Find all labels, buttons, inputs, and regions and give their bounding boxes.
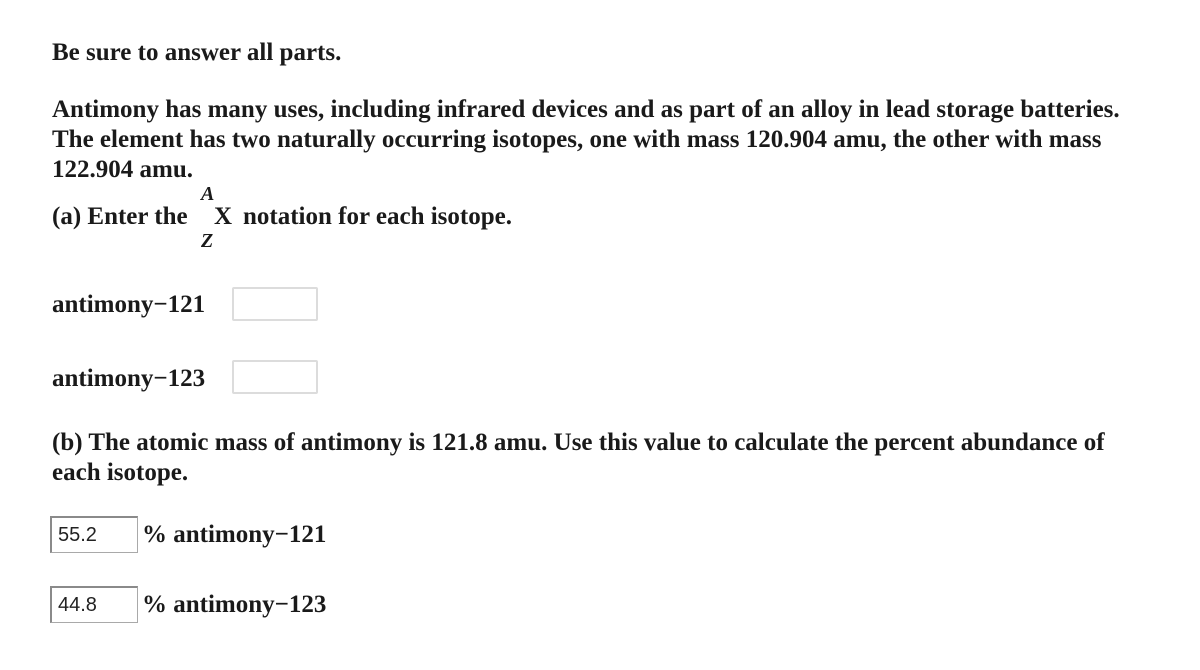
percent-antimony-121-input[interactable]: [50, 516, 138, 553]
part-a-suffix: notation for each isotope.: [243, 203, 512, 230]
notation-answer-box-antimony-121[interactable]: [232, 287, 318, 321]
mass-number-symbol: A: [201, 183, 215, 205]
question-intro: [52, 95, 1162, 185]
percent-antimony-121-label: % antimony−121: [142, 521, 327, 548]
percent-antimony-123-label: % antimony−123: [142, 591, 327, 618]
atomic-number-symbol: Z: [201, 230, 214, 252]
notation-answer-box-antimony-123[interactable]: [232, 360, 318, 394]
isotope-label-antimony-121: antimony−121: [52, 291, 206, 318]
isotope-label-antimony-123: antimony−123: [52, 365, 206, 392]
intro-line: 122.904 amu.: [52, 156, 193, 183]
intro-line: Antimony has many uses, including infrared devices and as part of an alloy in lead storage batteries.: [52, 96, 1120, 123]
isotope-notation-symbol: [195, 183, 233, 253]
part-b-question: [52, 428, 1162, 488]
percent-antimony-123-input[interactable]: [50, 586, 138, 623]
instructions-text: Be sure to answer all parts.: [52, 39, 342, 66]
part-a-prefix: (a) Enter the: [52, 203, 188, 230]
element-symbol: X: [214, 203, 233, 230]
part-b-line: (b) The atomic mass of antimony is 121.8 amu. Use this value to calculate the percent abundance of: [52, 429, 1105, 456]
part-b-line: each isotope.: [52, 459, 189, 486]
intro-line: The element has two naturally occurring isotopes, one with mass 120.904 amu, the other with mass: [52, 126, 1102, 153]
